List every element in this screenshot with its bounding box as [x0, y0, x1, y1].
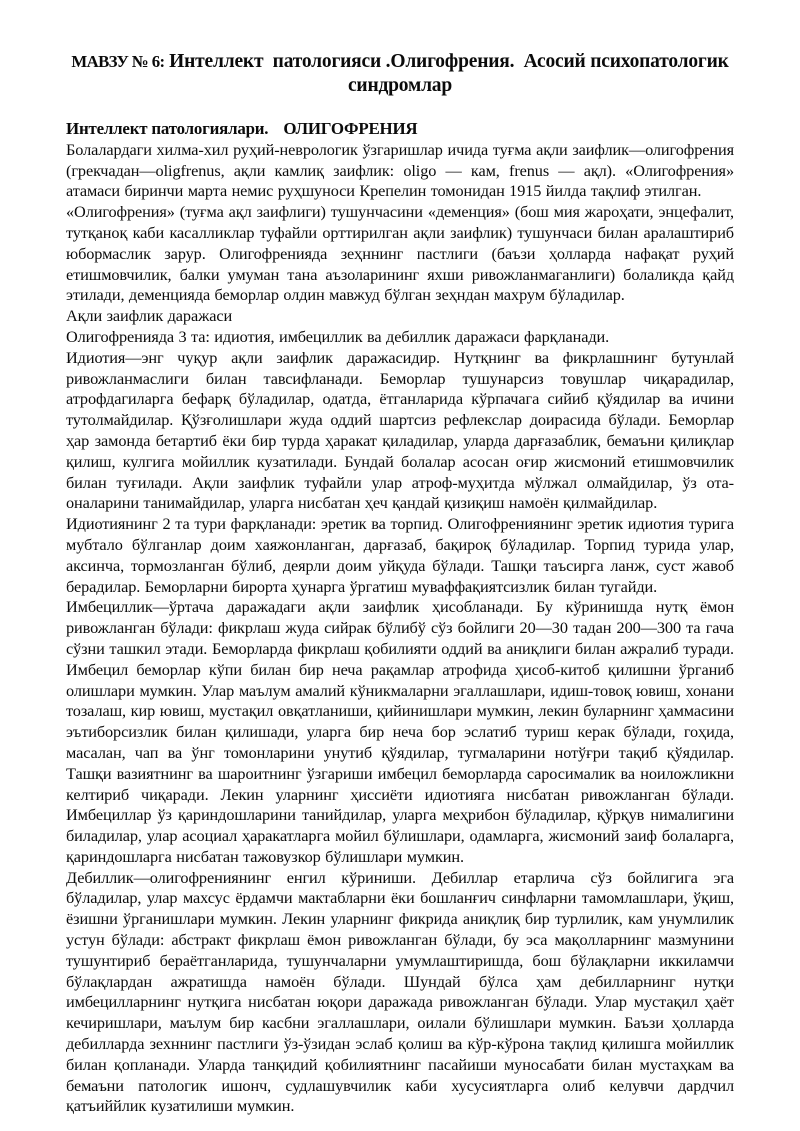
- paragraph-three-degrees: Олигофренияда 3 та: идиотия, имбециллик ва дебиллик даражаси фарқланади.: [66, 326, 610, 346]
- paragraph-degrees-heading: Ақли заифлик даражаси: [66, 306, 233, 326]
- title-prefix: МАВЗУ № 6:: [71, 52, 165, 71]
- paragraph-imbecillik: Имбециллик—ўртача даражадаги ақли заифлик ҳисобланади. Бу кўринишда нутқ ёмон ривожланган бўлади: фикрлаш жуда сийрак бўлибў сўз бойлиги 20—30 тадан 200—300 та гача сўзни ташкил этади. Беморларда фикрлаш қобилияти оддий ва аниқлиги билан ажралиб туради. Имбецил беморлар кўпи билан бир неча рақамлар атрофида ҳисоб-китоб қилишни ўрганиб олишлари мумкин. Улар маълум амалий кўникмаларни эгаллашлари, идиш-товоқ ювиш, хонани тозалаш, кир ювиш, мустақил овқатланиши, қийинишлари мумкин, лекин буларнинг ҳаммасини эътиборсизлик билан қилишади, уларга бир неча бор эслатиб туриш керак бўлади, гоҳида, масалан, чап ва ўнг томонларини унутиб қўядилар, тугмаларини нотўғри тақиб қўядилар. Ташқи вазиятнинг ва шароитнинг ўзгариши имбецил беморларда саросималик ва ноиложликни келтириб чиқаради. Лекин уларнинг ҳиссиёти идиотияга нисбатан ривожланган бўлади. Имбециллар ўз қариндошларини танийдилар, уларга меҳрибон бўладилар, қўрқув нималигини биладилар, улар асоциал ҳаракатларга мойил бўлишлари, одамларга, жисмоний заиф болаларга, қариндошларга нисбатан тажовузкор бўлишлари мумкин.: [66, 597, 734, 866]
- paragraph-debillik: Дебиллик—олигофрениянинг енгил кўриниши. Дебиллар етарлича сўз бойлигига эга бўладилар, улар махсус ёрдамчи мактабларни ёки бошланғич синфларни тамомлашлари, ўқиш, ёзишни ўрганишлари мумкин. Лекин уларнинг фикрида аниқлиқ бир турлилик, кам унумлилик устун бўлади: абстракт фикрлаш ёмон ривожланган бўлади, бу эса мақолларнинг мазмунини тушунтириб бераётганларида, тушунчаларни умумлаштиришда, бош бўлақларни иккиламчи бўлақлардан ажратишда намоён бўлади. Шундай бўлса ҳам дебилларнинг нутқи имбецилларнинг нутқига нисбатан юқори даражада ривожланган бўлади. Улар мустақил ҳаёт кечиришлари, маълум бир касбни эгаллашлари, оилали бўлишлари мумкин. Баъзи ҳолларда дебилларда зехннинг пастлиги ўз-ўзидан эслаб қолиш ва кўр-кўрона тақлид қилишга мойиллик билан қопланади. Уларда танқидий қобилиятнинг пасайиши муносабати билан мустаҳкам ва бемаъни патологик ишонч, судлашувчилик каби хусусиятларга олиб келувчи дардчил қатъиййлик кузатилиши мумкин.: [66, 867, 734, 1116]
- section-heading: [66, 119, 734, 140]
- paragraph-idiotia-types: Идиотиянинг 2 та тури фарқланади: эретик ва торпид. Олигофрениянинг эретик идиотия турига мубтало бўлганлар доим хаяжонланган, дарғазаб, бақироқ бўладилар. Торпид турида улар, аксинча, тормозланган бўлиб, деярли доим уйқуда бўлади. Ташқи таъсирга ланж, суст жавоб берадилар. Беморларни бирорта ҳунарга ўргатиш муваффақиятсизлик билан тугайди.: [66, 514, 734, 596]
- document-title: [66, 50, 734, 97]
- title-line-1-text: Интеллект патологияси .Олигофрения. Асосий психопатологик: [164, 51, 729, 72]
- paragraph-oligophrenia-vs-dementia: «Олигофрения» (туғма ақл заифлиги) тушунчасини «деменция» (бош мия жароҳати, энцефалит, тутқаноқ каби касалликлар туфайли орттирилган ақли заифлик) тушунчаси билан аралаштириб юбормаслик зарур. Олигофренияда зеҳннинг пастлиги (баъзи ҳолларда нафақат руҳий етишмовчилик, балки умуман тана аъзоларининг яхши ривожланмаганлиги) болаликда қайд этилади, деменцияда беморлар олдин мавжуд бўлган зеҳндан махрум бўладилар.: [66, 202, 734, 305]
- paragraph-idiotia: Идиотия—энг чуқур ақли заифлик даражасидир. Нутқнинг ва фикрлашнинг бутунлай ривожланмаслиги билан тавсифланади. Беморлар тушунарсиз товушлар чиқарадилар, атрофдагиларга бефарқ бўладилар, одатда, ётганларида кўрпачага сийиб қўядилар ва ичини тутолмайдилар. Қўзғолишлари жуда оддий шартсиз рефлекслар доирасида бўлади. Беморлар ҳар замонда бетартиб ёки бир турда ҳаракат қиладилар, уларда дарғазаблик, бемаъни қилиқлар қилиш, кулгига мойиллик кузатилади. Бундай болалар асосан оғир жисмоний етишмовчилик билан туғилади. Ақли заифлик туфайли улар атроф-муҳитда мўлжал олмайдилар, ўз ота-оналарини танимайдилар, уларга нисбатан ҳеч қандай қизиқиш намоён қилмайдилар.: [66, 347, 734, 513]
- section-heading-left: Интеллект патологиялари.: [66, 119, 269, 138]
- title-line-2: синдромлар: [347, 74, 453, 96]
- document-body: [66, 140, 734, 1117]
- title-line-1: [66, 50, 734, 74]
- section-heading-right: ОЛИГОФРЕНИЯ: [283, 119, 418, 138]
- paragraph-oligophrenia-intro: Болалардаги хилма-хил руҳий-неврологик ўзгаришлар ичида туғма ақли заифлик—олигофрения (грекчадан—oligfrenus, ақли камлиқ заифлик: oligo — кам, frenus — ақл). «Олигофрения» атамаси биринчи марта немис руҳшуноси Крепелин томонидан 1915 йилда тақлиф этилган.: [66, 139, 734, 201]
